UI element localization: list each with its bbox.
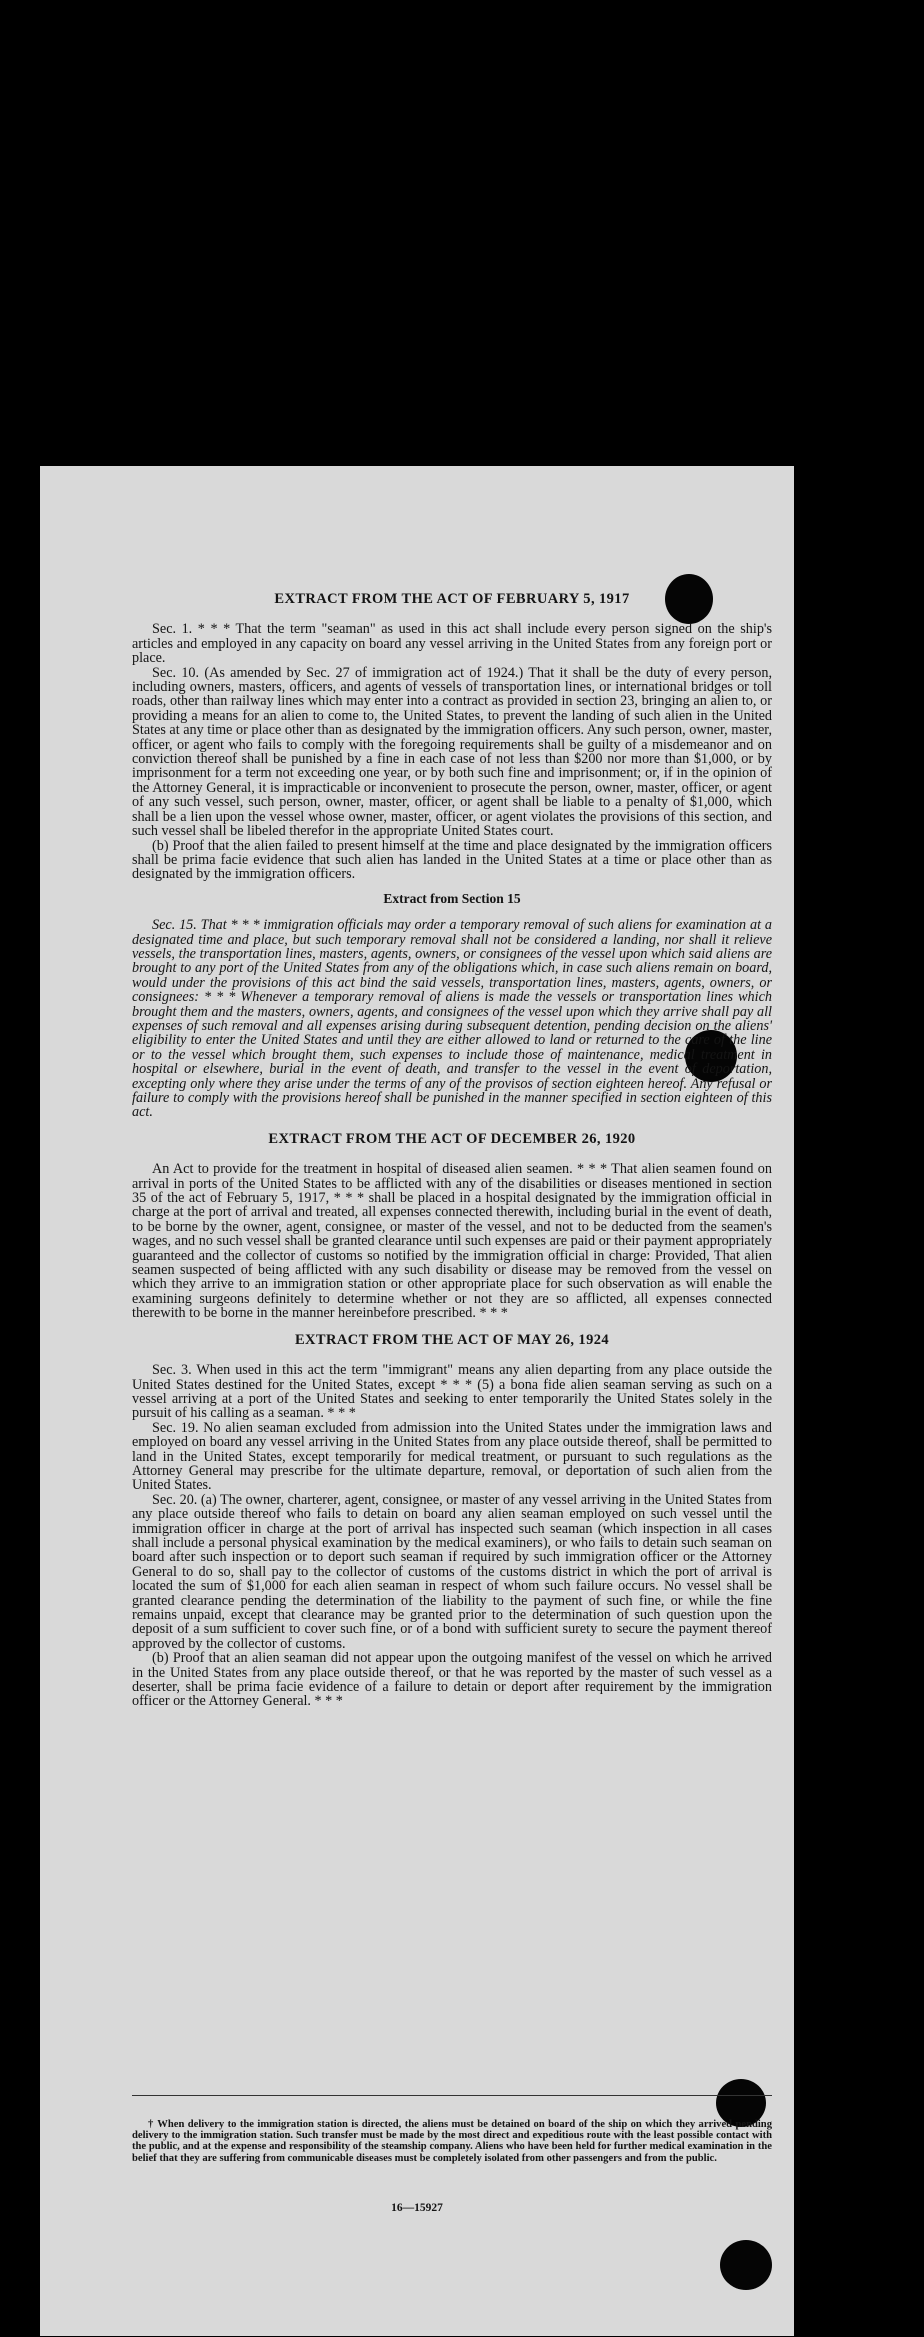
section-15-paragraph: Sec. 15. That * * * immigration officials may order a temporary removal of such aliens for examination at a designated time and place, but such temporary removal shall not be considered a landing, nor shall it relieve vessels, the transportation lines, masters, agents, owners, or consignees of the vessel upon which said aliens are brought to any port of the United States from any of the obligations which, in case such aliens remain on board, would under the provisions of this act bind the said vessels, transportation lines, masters, agents, owners, or consignees: * * * Whenever a temporary removal of aliens is made the vessels or transportation lines which brought them and the masters, owners, agents, and consignees of the vessel upon which they arrive shall pay all expenses of such removal and all expenses arising during subsequent detention, pending decision on the aliens' eligibility to enter the United States and until they are either allowed to land or returned to the care of the line or to the vessel which brought them, such expenses to include those of maintenance, medical treatment in hospital or elsewhere, burial in the event of death, and transfer to the vessel in the event of deportation, excepting only where they arise under the terms of any of the provisos of section eighteen hereof. Any refusal or failure to comply with the provisions hereof shall be punished in the manner specified in section eighteen of this act. (132, 917, 772, 1121)
section-3-paragraph: Sec. 3. When used in this act the term "immigrant" means any alien departing from any place outside the United States destined for the United States, except * * * (5) a bona fide alien seaman serving as such on a vessel arriving at a port of the United States and seeking to enter temporarily the United States solely in the pursuit of his calling as a seaman. * * * (132, 1362, 772, 1422)
punch-hole-bottom (720, 2240, 772, 2290)
heading-act-may-1924: EXTRACT FROM THE ACT OF MAY 26, 1924 (294, 1331, 610, 1348)
section-20-b-paragraph: (b) Proof that an alien seaman did not appear upon the outgoing manifest of the vessel on which he arrived in the United States from any place outside thereof, or that he was reported by the master of such vessel as a deserter, shall be prima facie evidence of a failure to detain or deport after requirement by the immigration officer or the Attorney General. * * * (132, 1650, 772, 1710)
section-10-b-paragraph: (b) Proof that the alien failed to present himself at the time and place designated by the immigration officers shall be prima facie evidence that such alien has landed in the United States at a time or place other than as designated by the immigration officers. (132, 837, 772, 883)
footnote-divider (132, 2095, 772, 2096)
heading-act-feb-1917: EXTRACT FROM THE ACT OF FEBRUARY 5, 1917 (274, 591, 630, 607)
footnote: † When delivery to the immigration station is directed, the aliens must be detained on board of the ship on which they arrived pending delivery to the immigration station. Such transfer must be made by the most direct and expeditious route with the least possible contact with the public, and at the expense and responsibility of the steamship company. Aliens who have been held for further medical examination in the belief that they are suffering from communicable diseases must be completely isolated from other passengers and from the public. (132, 2118, 772, 2164)
section-10-paragraph: Sec. 10. (As amended by Sec. 27 of immigration act of 1924.) That it shall be the duty of every person, including owners, masters, officers, and agents of vessels of transportation lines, or international bridges or toll roads, other than railway lines which may enter into a contract as provided in section 23, bringing an alien to, or providing a means for an alien to come to, the United States, to prevent the landing of such alien in the United States at any time or place other than as designated by the immigration officers. Any such person, owner, master, officer, or agent who fails to comply with the foregoing requirements shall be guilty of a misdemeanor and on conviction thereof shall be punished by a fine in each case of not less than $200 nor more than $1,000, or by imprisonment for a term not exceeding one year, or by both such fine and imprisonment; or, if in the opinion of the Attorney General, it is impracticable or inconvenient to prosecute the person, owner, master, officer, or agent of any such vessel, such person, owner, master, officer, or agent shall be liable to a penalty of $1,000, which shall be a lien upon the vessel whose owner, master, officer, or agent violates the provisions of this section, and such vessel shall be libeled therefor in the appropriate United States court. (132, 664, 773, 840)
act-1920-paragraph: An Act to provide for the treatment in hospital of diseased alien seamen. * * * That alien seamen found on arrival in ports of the United States to be afflicted with any of the disabilities or diseases mentioned in section 35 of the act of February 5, 1917, * * * shall be placed in a hospital designated by the immigration official in charge at the port of arrival and treated, all expenses connected therewith, including burial in the event of death, to be borne by the owner, agent, consignee, or master of the vessel, and not to be deducted from the seamen's wages, and no such vessel shall be granted clearance until such expenses are paid or their payment appropriately guaranteed and the collector of customs so notified by the immigration official in charge: Provided, That alien seamen suspected of being afflicted with any such disability or disease may be removed from the vessel on which they arrive to an immigration station or other appropriate place for such observation as will enable the examining surgeons definitely to determine whether or not they are so afflicted, all expenses connected therewith to be borne in the manner hereinbefore prescribed. * * * (132, 1161, 772, 1322)
section-20-a-paragraph: Sec. 20. (a) The owner, charterer, agent, consignee, or master of any vessel arriving in the United States from any place outside thereof who fails to detain on board any alien seaman employed on such vessel until the immigration officer in charge at the port of arrival has inspected such seaman (which inspection in all cases shall include a personal physical examination by the medical examiners), or who fails to detain such seaman on board after such inspection or to deport such seaman if required by such immigration officer or the Attorney General to do so, shall pay to the collector of customs of the customs district in which the port of arrival is located the sum of $1,000 for each alien seaman in respect of whom such failure occurs. No vessel shall be granted clearance pending the determination of the liability to the payment of such fine, or while the fine remains unpaid, except that clearance may be granted prior to the determination of such question upon the deposit of a sum sufficient to cover such fine, or of a bond with sufficient surety to secure the payment thereof approved by the collector of customs. (132, 1491, 772, 1652)
heading-act-dec-1920: EXTRACT FROM THE ACT OF DECEMBER 26, 1920 (268, 1130, 636, 1147)
subheading-section-15: Extract from Section 15 (383, 890, 521, 906)
document-body (132, 592, 772, 1709)
section-19-paragraph: Sec. 19. No alien seaman excluded from admission into the United States under the immigration laws and employed on board any vessel arriving in the United States from any place outside thereof, shall be permitted to land in the United States, except temporarily for medical treatment, or pursuant to such regulations as the Attorney General may prescribe for the ultimate departure, removal, or deportation of such alien from the United States. (132, 1419, 772, 1494)
section-1-paragraph: Sec. 1. * * * That the term "seaman" as used in this act shall include every person signed on the ship's articles and employed in any capacity on board any vessel arriving in the United States from any foreign port or place. (132, 621, 772, 667)
document-page (40, 466, 794, 2336)
form-code: 16—15927 (391, 2202, 443, 2214)
